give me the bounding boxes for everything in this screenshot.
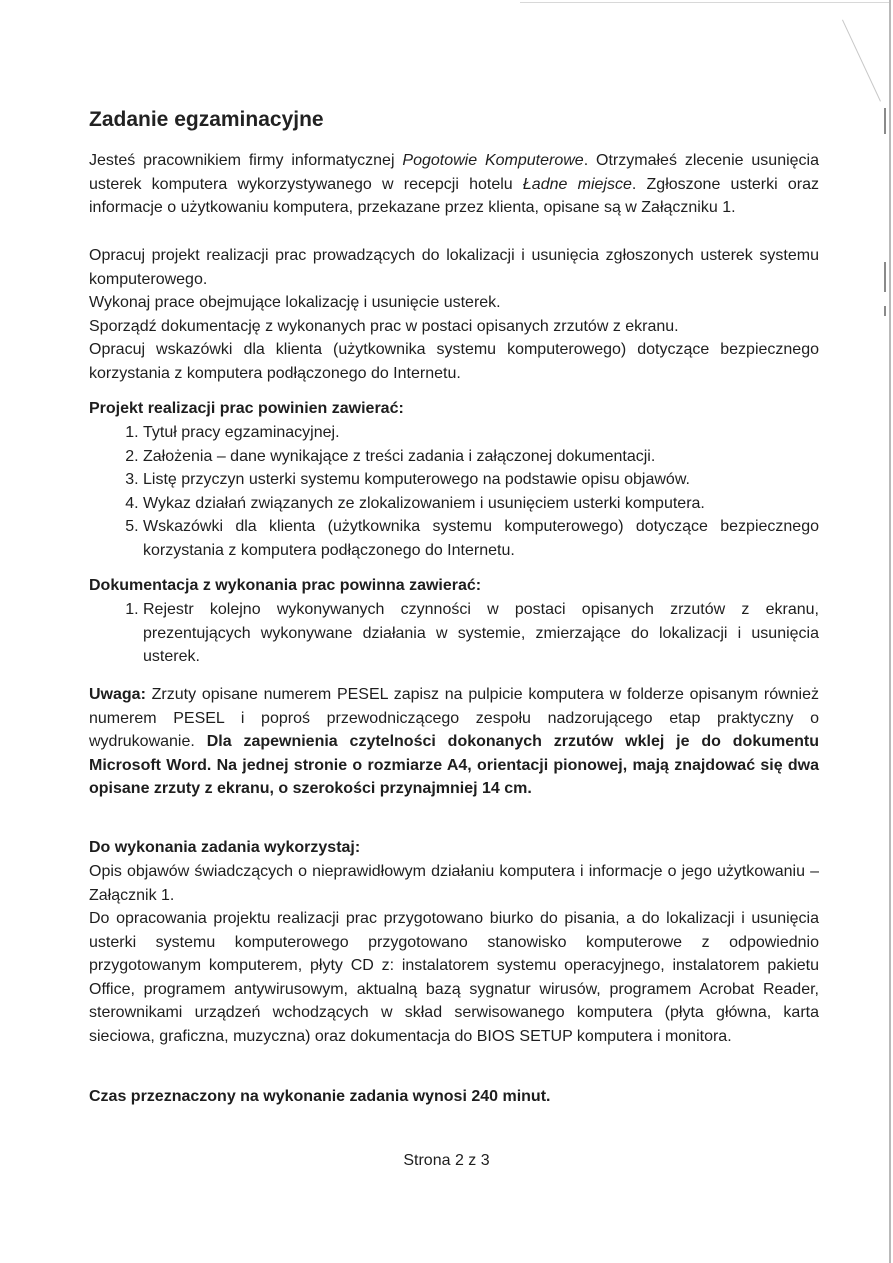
hotel-name: Ładne miejsce xyxy=(522,175,632,193)
intro-paragraph-2: Opracuj projekt realizacji prac prowadzących do lokalizacji i usunięcia zgłoszonych usterek systemu komputerowego. xyxy=(89,247,819,288)
intro-text: Jesteś pracownikiem firmy informatycznej xyxy=(89,152,403,169)
documentation-list xyxy=(89,598,819,669)
intro-paragraph-4: Sporządź dokumentację z wykonanych prac w postaci opisanych zrzutów z ekranu. xyxy=(89,318,679,335)
intro-paragraph-1 xyxy=(89,149,819,220)
intro-text: . Zgłoszone usterki oraz informacje o użytkowaniu komputera, przekazane przez klienta, opisane są w Załączniku 1. xyxy=(89,175,820,216)
project-item: 4. Wykaz działań związanych ze zlokalizowaniem i usunięciem usterki komputera. xyxy=(143,492,819,516)
scan-edge-right xyxy=(889,0,891,1263)
scan-mark xyxy=(884,306,886,316)
project-item: 3. Listę przyczyn usterki systemu komputerowego na podstawie opisu objawów. xyxy=(143,468,819,492)
project-item: 5. Wskazówki dla klienta (użytkownika systemu komputerowego) dotyczące bezpiecznego korzystania z komputera podłączonego do Internetu. xyxy=(143,515,819,562)
use-paragraph-2: Do opracowania projektu realizacji prac przygotowano biurko do pisania, a do lokalizacji i usunięcia usterki systemu komputerowego przygotowano stanowisko komputerowe z odpowiednio przygotowanym komputerem, płyty CD z: instalatorem systemu operacyjnego, instalatorem pakietu Office, programem antywirusowym, aktualną bazą sygnatur wirusów, programem Acrobat Reader, sterownikami urządzeń wchodzących w skład serwisowanego komputera (płyta główna, karta sieciowa, graficzna, muzyczna) oraz dokumentacja do BIOS SETUP komputera i monitora. xyxy=(89,910,819,1045)
note-bold-text: Dla zapewnienia czytelności dokonanych zrzutów wklej je do dokumentu Microsoft Word. Na jednej stronie o rozmiarze A4, orientacji pionowej, mają znajdować się dwa opisane zrzuty z ekranu, o szerokości przynajmniej 14 cm. xyxy=(89,733,819,797)
documentation-item: 1. Rejestr kolejno wykonywanych czynności w postaci opisanych zrzutów z ekranu, prezentujących wykonywane działania w systemie, zmierzające do lokalizacji i usunięcia usterek. xyxy=(143,598,819,669)
documentation-heading: Dokumentacja z wykonania prac powinna zawierać: xyxy=(89,577,482,594)
scan-edge-top xyxy=(520,2,890,3)
note-text: Zrzuty opisane numerem PESEL zapisz na pulpicie komputera w folderze opisanym również numerem PESEL i poproś przewodniczącego zespołu nadzorującego etap praktyczny o wydrukowanie. xyxy=(89,686,819,750)
project-item: 1. Tytuł pracy egzaminacyjnej. xyxy=(143,421,819,445)
use-heading: Do wykonania zadania wykorzystaj: xyxy=(89,839,361,856)
note-label: Uwaga: xyxy=(89,686,146,703)
use-paragraph-1: Opis objawów świadczących o nieprawidłowym działaniu komputera i informacje o jego użytkowaniu – Załącznik 1. xyxy=(89,863,819,904)
intro-paragraph-3: Wykonaj prace obejmujące lokalizację i usunięcie usterek. xyxy=(89,294,501,311)
documentation-list-container xyxy=(89,598,819,669)
project-heading: Projekt realizacji prac powinien zawierać: xyxy=(89,400,404,417)
project-list xyxy=(89,421,819,562)
page-number: Strona 2 z 3 xyxy=(403,1152,490,1169)
company-name: Pogotowie Komputerowe xyxy=(402,152,584,169)
intro-paragraph-5: Opracuj wskazówki dla klienta (użytkownika systemu komputerowego) dotyczące bezpiecznego korzystania z komputera podłączonego do Internetu. xyxy=(89,341,819,382)
intro-text: . Otrzymałeś zlecenie usunięcia usterek komputera wykorzystywanego w recepcji hotelu xyxy=(89,152,820,193)
scan-fold-mark xyxy=(842,20,881,102)
time-note: Czas przeznaczony na wykonanie zadania wynosi 240 minut. xyxy=(89,1088,551,1105)
project-item: 2. Założenia – dane wynikające z treści zadania i załączonej dokumentacji. xyxy=(143,445,819,469)
page-title: Zadanie egzaminacyjne xyxy=(89,108,324,131)
project-list-container xyxy=(89,421,819,562)
note-paragraph xyxy=(89,683,819,801)
scan-mark xyxy=(884,262,886,292)
scan-mark xyxy=(884,108,886,134)
